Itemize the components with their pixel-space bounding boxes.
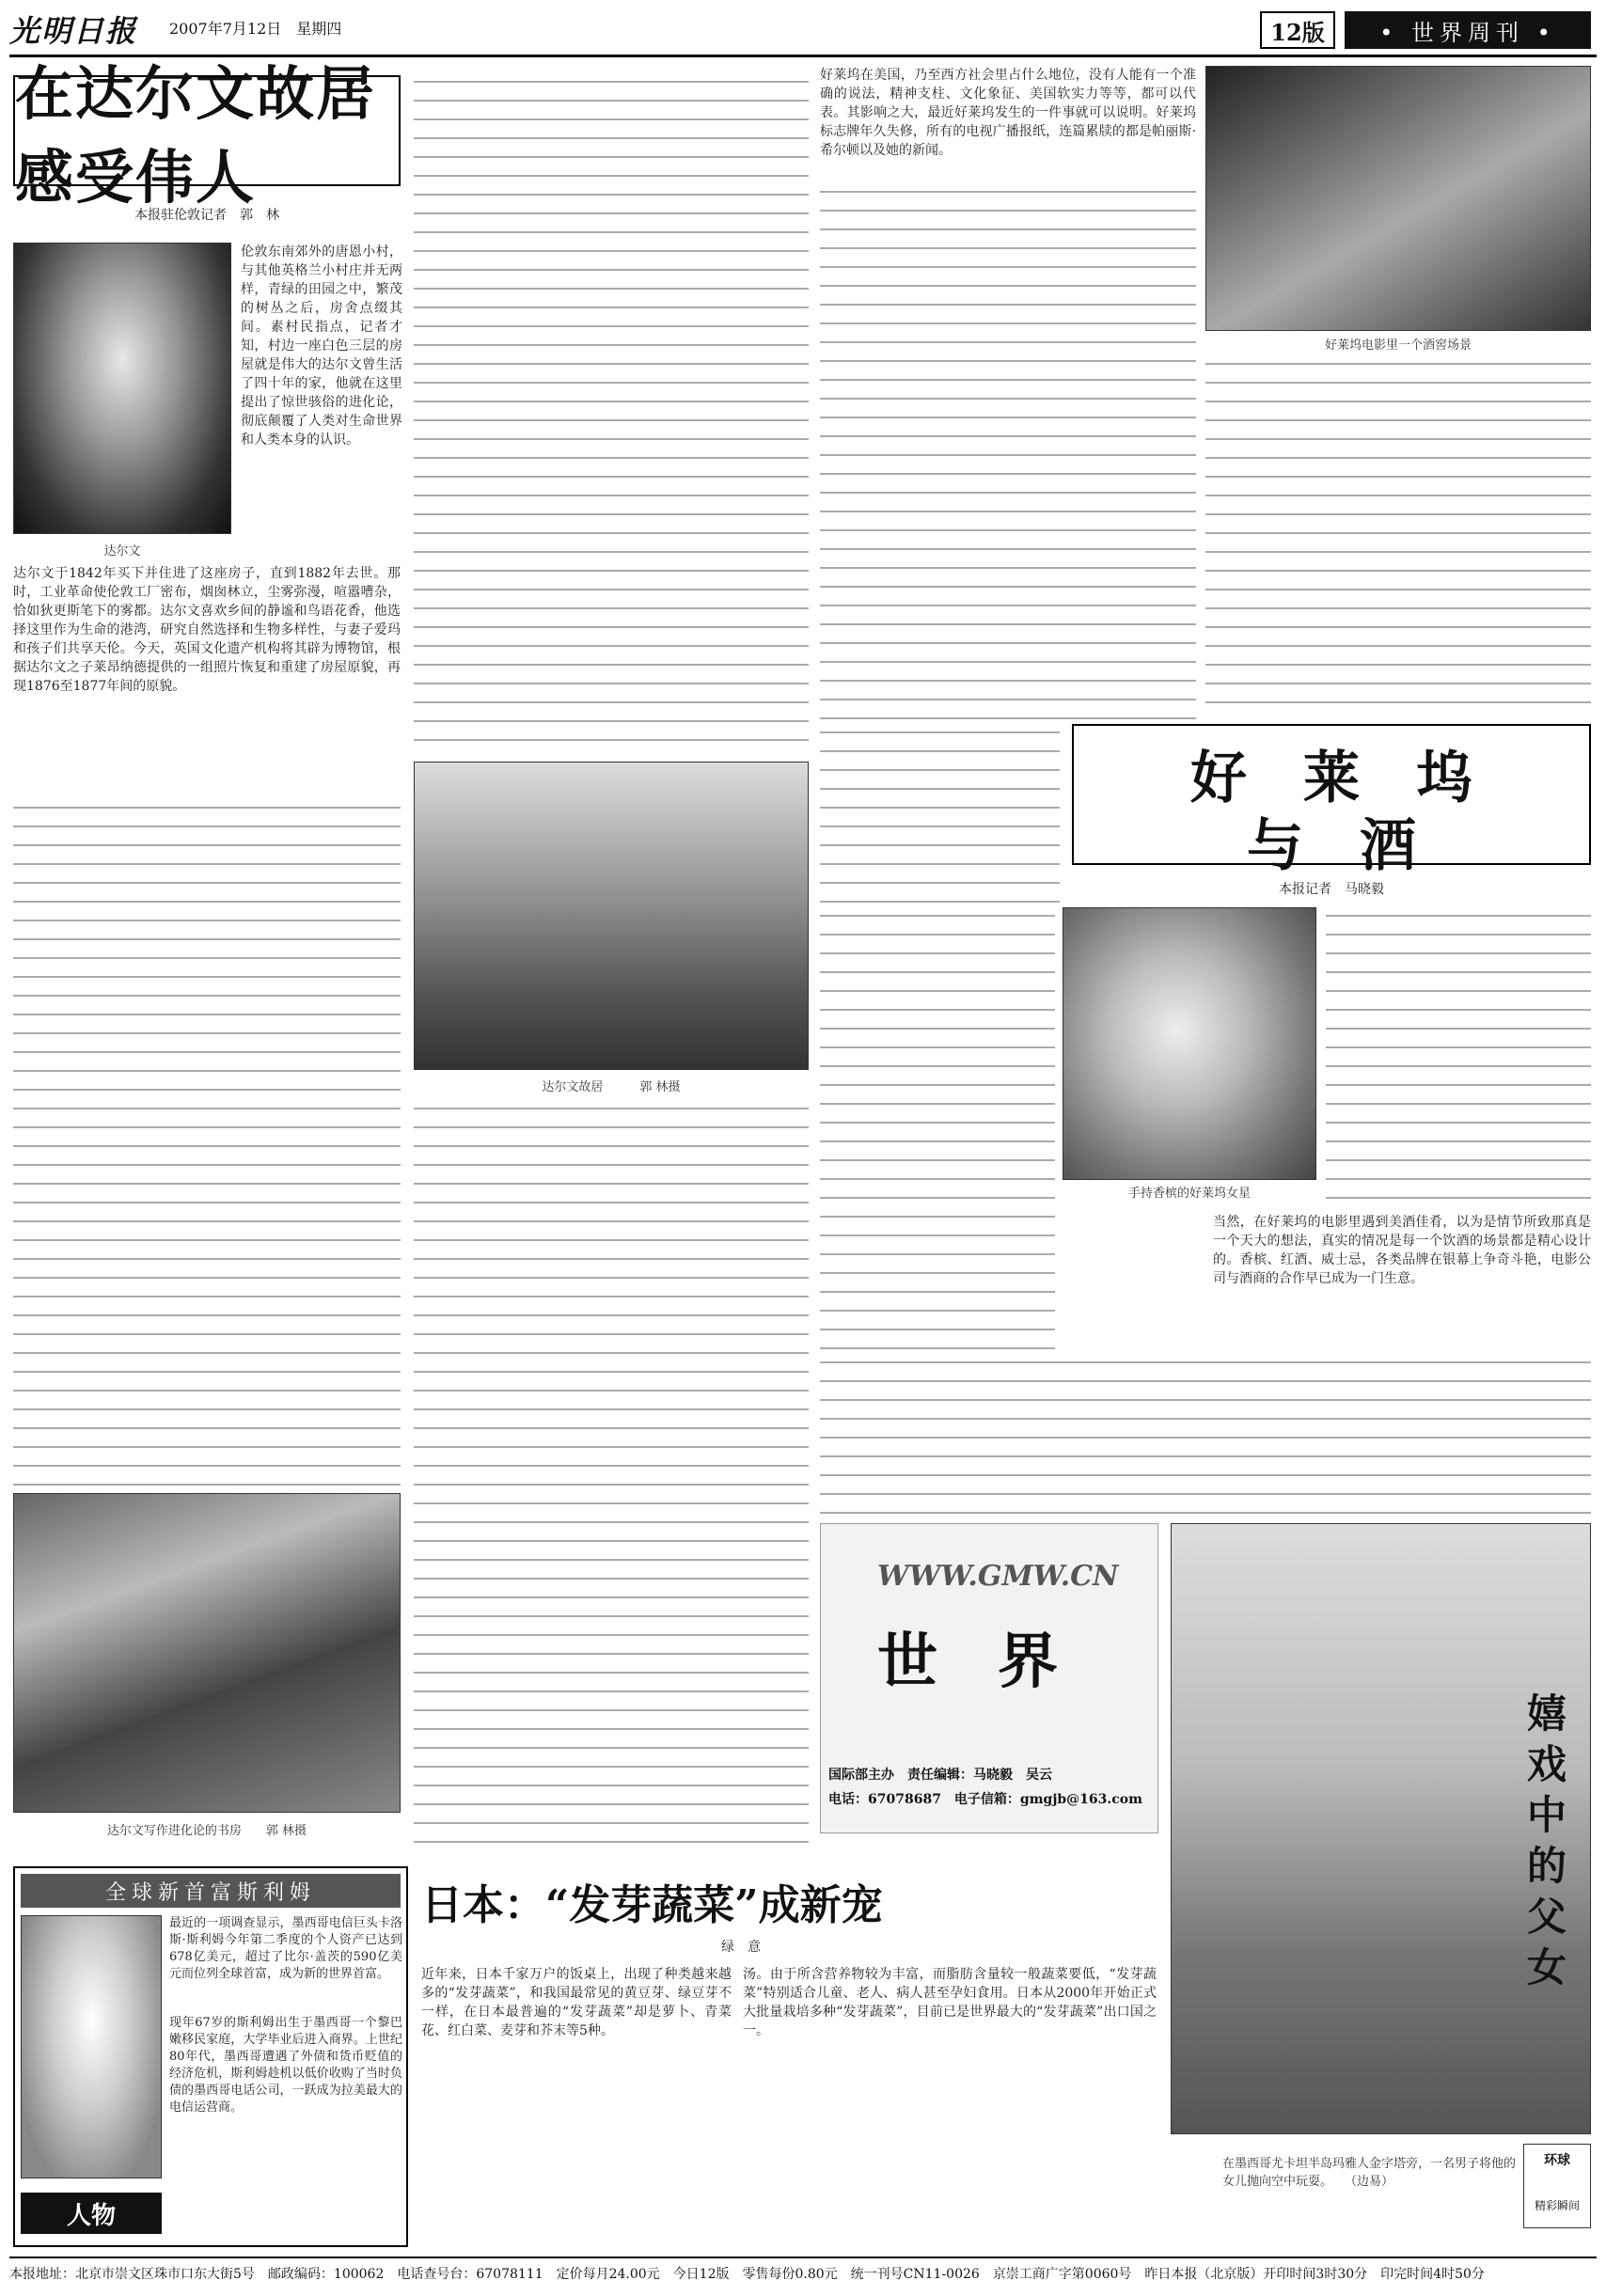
masthead-date: 2007年7月12日 星期四	[169, 20, 342, 38]
hollywood-cellar-photo	[1205, 66, 1591, 331]
page-number-text: 12版	[1270, 18, 1325, 46]
darwin-portrait-caption: 达尔文	[103, 544, 141, 558]
profile-header	[21, 1874, 401, 1908]
hollywood-title-line2: 与 酒	[1247, 813, 1416, 879]
profile-body-2: 现年67岁的斯利姆出生于墨西哥一个黎巴嫩移民家庭，大学毕业后进入商界。上世纪80年代，墨西哥遭遇了外债和货币贬值的经济危机，斯利姆趁机以低价收购了当时负债的墨西哥电话公司，一跃成为拉美最大的电信运营商。	[169, 2016, 402, 2115]
hollywood-body-1: 好莱坞在美国，乃至西方社会里占什么地位，没有人能有一个准确的说法，精神支柱、文化象征、美国软实力等等，都可以代表。其影响之大，最近好莱坞发生的一件事就可以说明。好莱坞标志牌年久失修，所有的电视广播报纸，连篇累牍的都是帕丽斯·希尔顿以及她的新闻。	[820, 68, 1196, 158]
darwin-house-caption: 达尔文故居 郭 林摄	[542, 1080, 681, 1094]
footer-rule	[9, 2257, 1597, 2258]
hollywood-body-filler-5	[1326, 907, 1591, 1208]
profile-body-1: 最近的一项调查显示，墨西哥电信巨头卡洛斯·斯利姆今年第二季度的个人资产已达到678亿美元，超过了比尔·盖茨的590亿美元而位列全球首富，成为新的世界首富。	[169, 1916, 402, 1981]
hollywood-body-filler-6	[820, 1354, 1591, 1514]
hollywood-cellar-caption: 好莱坞电影里一个酒窖场景	[1324, 338, 1472, 353]
profile-tag-text: 人物	[66, 2201, 116, 2230]
darwin-study-caption: 达尔文写作进化论的书房 郭 林摄	[106, 1824, 307, 1838]
japan-body-1: 近年来，日本千家万户的饭桌上，出现了种类越来越多的“发芽蔬菜”，和我国最常见的黄豆芽、绿豆芽不一样，在日本最普遍的“发芽蔬菜”却是萝卜、青菜花、红白菜、麦芽和芥末等5种。	[421, 1967, 732, 2038]
promo-box	[820, 1523, 1158, 1833]
promo-credits-2: 电话：67078687 电子信箱：gmgjb@163.com	[828, 1792, 1142, 1807]
section-banner	[1345, 11, 1591, 49]
darwin-title-box	[13, 59, 401, 212]
hollywood-body-filler-3	[820, 724, 1060, 903]
slim-portrait	[21, 1915, 162, 2178]
darwin-body-1: 伦敦东南郊外的唐恩小村，与其他英格兰小村庄并无两样，青绿的田园之中，繁茂的树丛之后，房舍点缀其间。素村民指点，记者才知，村边一座白色三层的房屋就是伟大的达尔文曾生活了四十年的家，他就在这里提出了惊世骇俗的进化论，彻底颠覆了人类对生命世界和人类本身的认识。	[241, 244, 402, 448]
darwin-body-filler-3	[414, 1100, 809, 1843]
feature-badge-bottom: 精彩瞬间	[1534, 2199, 1580, 2212]
darwin-study-photo	[13, 1493, 401, 1813]
hollywood-body-filler-4	[820, 907, 1055, 1349]
profile-header-text: 全球新首富斯利姆	[104, 1880, 316, 1905]
feature-vertical-title: 嬉戏中的父女	[1521, 1692, 1567, 1997]
hollywood-byline: 本报记者 马晓毅	[1279, 882, 1384, 897]
footer-text: 本报地址：北京市崇文区珠市口东大街5号 邮政编码：100062 电话查号台：67078111 定价每月24.00元 今日12版 零售每份0.80元 统一刊号CN11-0026 京崇工商广字第0060号 昨日本报（北京版）开印时间3时30分 印完时间4时50分	[9, 2267, 1485, 2282]
hollywood-title-line1: 好 莱 坞	[1190, 746, 1472, 811]
profile-box	[13, 1866, 408, 2247]
promo-title: 世 界	[877, 1627, 1058, 1697]
hollywood-body-filler-1	[820, 183, 1196, 719]
feature-badge-top: 环球	[1544, 2153, 1570, 2168]
hollywood-body-filler-2	[1205, 355, 1591, 713]
feature-caption: 在墨西哥尤卡坦半岛玛雅人金字塔旁，一名男子将他的女儿抛向空中玩耍。 （边易）	[1222, 2157, 1517, 2189]
feature-badge	[1523, 2144, 1591, 2228]
section-name: • 世界周刊 •	[1379, 19, 1556, 46]
darwin-body-filler-2	[414, 73, 809, 750]
hollywood-title-box	[1072, 724, 1591, 879]
darwin-body-2: 达尔文于1842年买下并住进了这座房子，直到1882年去世。那时，工业革命使伦敦工厂密布，烟囱林立，尘雾弥漫，喧嚣嘈杂，恰如狄更斯笔下的雾都。达尔文喜欢乡间的静谧和鸟语花香，他选择这里作为生命的港湾，研究自然选择和生物多样性，与妻子爱玛和孩子们共享天伦。今天，英国文化遗产机构将其辟为博物馆，根据达尔文之子莱昂纳德提供的一组照片恢复和重建了房屋原貌，再现1876至1877年间的原貌。	[13, 566, 401, 694]
darwin-portrait	[13, 243, 231, 534]
darwin-house-photo	[414, 762, 809, 1070]
hollywood-actress-caption: 手持香槟的好莱坞女星	[1127, 1187, 1251, 1201]
japan-body-2: 汤。由于所含营养物较为丰富，而脂肪含量较一般蔬菜要低，“发芽蔬菜”特别适合儿童、老人、病人甚至孕妇食用。日本从2000年开始正式大批量栽培多种“发芽蔬菜”，目前已是世界最大的“发芽蔬菜”出口国之一。	[743, 1967, 1157, 2038]
masthead-logo: 光明日报	[9, 13, 138, 49]
hollywood-actress-photo	[1063, 907, 1316, 1180]
page-number	[1260, 11, 1335, 49]
hollywood-body-2: 当然，在好莱坞的电影里遇到美酒佳肴，以为是情节所致那真是一个天大的想法，真实的情况是每一个饮酒的场景都是精心设计的。香槟、红酒、威士忌，各类品牌在银幕上争奇斗艳，电影公司与酒商的合作早已成为一门生意。	[1213, 1215, 1591, 1286]
promo-url[interactable]: WWW.GMW.CN	[877, 1560, 1119, 1593]
japan-title: 日本：“发芽蔬菜”成新宠	[421, 1881, 883, 1929]
japan-byline: 绿 意	[721, 1940, 761, 1955]
promo-credits-1: 国际部主办 责任编辑：马晓毅 吴云	[828, 1768, 1052, 1783]
darwin-title: 在达尔文故居感受伟人	[15, 59, 377, 212]
darwin-byline: 本报驻伦敦记者 郭 林	[134, 208, 279, 223]
profile-tag	[21, 2193, 162, 2234]
